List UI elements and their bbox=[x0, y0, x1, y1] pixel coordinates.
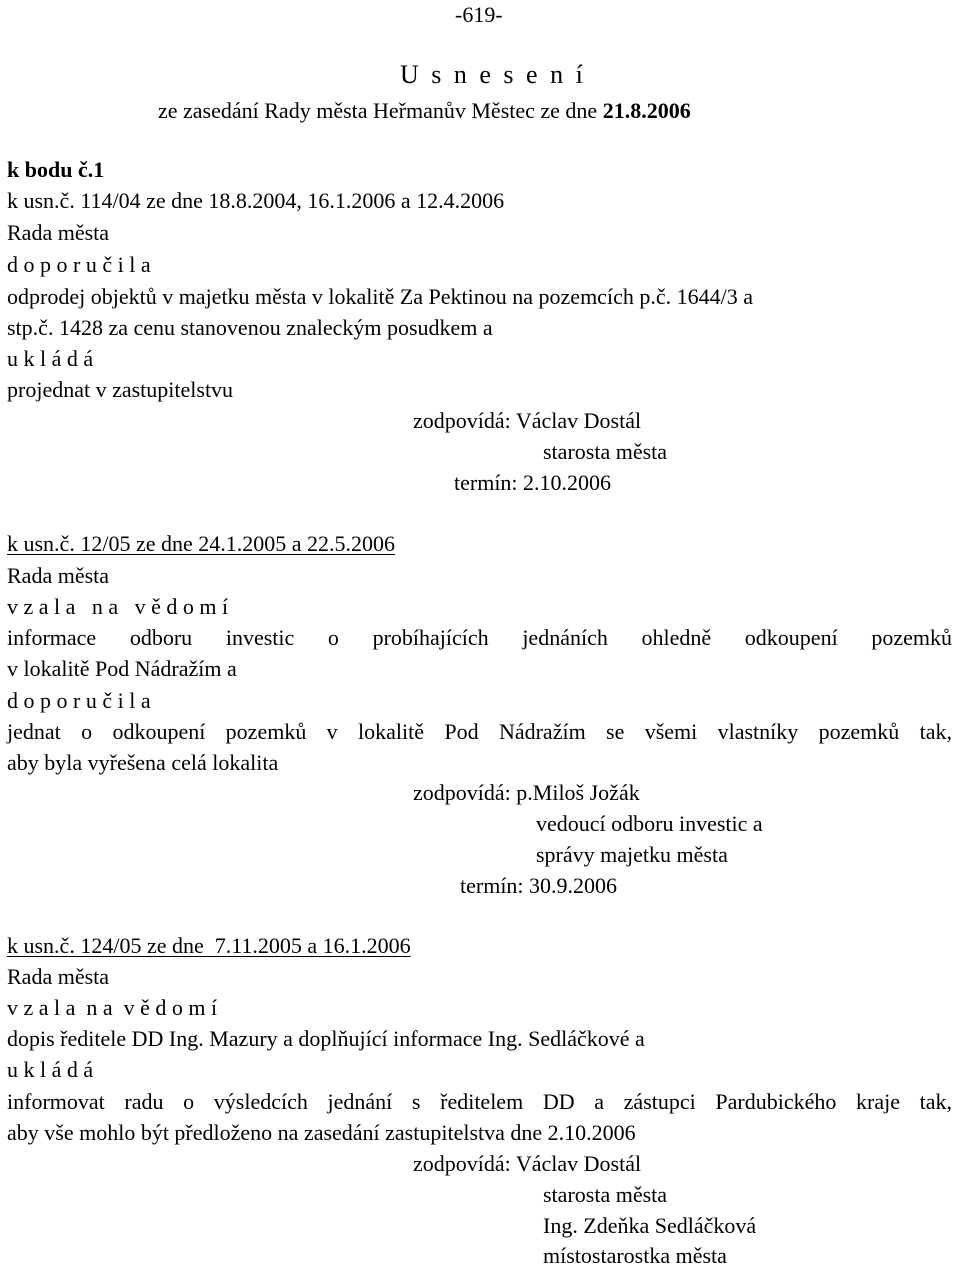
item2-verb1: v z a l a n a v ě d o m í bbox=[7, 594, 229, 619]
item2-verb2: d o p o r u č i l a bbox=[7, 688, 151, 713]
item3-ref: k usn.č. 124/05 ze dne 7.11.2005 a 16.1.2006 bbox=[7, 933, 411, 958]
item3-verb1: v z a l a n a v ě d o m í bbox=[7, 995, 218, 1020]
item1-responsible-label: zodpovídá: bbox=[413, 408, 511, 433]
item1-deadline-value: 2.10.2006 bbox=[523, 470, 612, 495]
item1-responsible-name: Václav Dostál bbox=[515, 408, 642, 433]
document-title: U s n e s e n í bbox=[400, 60, 586, 89]
item1-text1-line2: stp.č. 1428 za cenu stanovenou znaleckým posudkem a bbox=[7, 315, 493, 340]
item3-responsible-name2: Ing. Zdeňka Sedláčková bbox=[543, 1213, 757, 1238]
item2-text2-line1: jednat o odkoupení pozemků v lokalitě Pod Nádražím se všemi vlastníky pozemků tak, bbox=[7, 719, 952, 744]
item1-verb1: d o p o r u č i l a bbox=[7, 252, 151, 277]
item3-text2-line2: aby vše mohlo být předloženo na zasedání zastupitelstva dne 2.10.2006 bbox=[7, 1120, 636, 1145]
item3-responsible bbox=[413, 1149, 641, 1179]
item1-responsible bbox=[413, 406, 641, 436]
item2-text1-line2: v lokalitě Pod Nádražím a bbox=[7, 656, 237, 681]
item3-text1: dopis ředitele DD Ing. Mazury a doplňující informace Ing. Sedláčkové a bbox=[7, 1026, 645, 1051]
item3-responsible-role1: starosta města bbox=[543, 1182, 668, 1207]
item1-text2: projednat v zastupitelstvu bbox=[7, 377, 234, 402]
item2-responsible-name: p.Miloš Jožák bbox=[516, 780, 640, 805]
item2-responsible-label: zodpovídá: bbox=[413, 780, 511, 805]
item1-text1-line1: odprodej objektů v majetku města v lokalitě Za Pektinou na pozemcích p.č. 1644/3 a bbox=[7, 284, 753, 309]
item3-responsible-label: zodpovídá: bbox=[413, 1151, 511, 1176]
item1-deadline bbox=[454, 468, 611, 498]
item3-verb2: u k l á d á bbox=[7, 1057, 94, 1082]
item2-council: Rada města bbox=[7, 563, 110, 588]
item2-responsible-role-line2: správy majetku města bbox=[536, 842, 728, 867]
item1-responsible-role: starosta města bbox=[543, 439, 668, 464]
item2-responsible bbox=[413, 778, 640, 808]
document-subtitle bbox=[158, 96, 691, 126]
item2-deadline-value: 30.9.2006 bbox=[529, 873, 618, 898]
subtitle-text: ze zasedání Rady města Heřmanův Městec ze dne bbox=[158, 98, 603, 123]
item3-council: Rada města bbox=[7, 964, 110, 989]
item1-verb2: u k l á d á bbox=[7, 346, 94, 371]
item1-ref: k usn.č. 114/04 ze dne 18.8.2004, 16.1.2006 a 12.4.2006 bbox=[7, 188, 505, 213]
item3-text2-line1: informovat radu o výsledcích jednání s ředitelem DD a zástupci Pardubického kraje tak, bbox=[7, 1089, 952, 1114]
item2-text2-line2: aby byla vyřešena celá lokalita bbox=[7, 750, 279, 775]
item2-deadline bbox=[460, 871, 617, 901]
item1-council: Rada města bbox=[7, 220, 110, 245]
item2-text1-line1: informace odboru investic o probíhajících jednáních ohledně odkoupení pozemků bbox=[7, 625, 952, 650]
item3-responsible-role2: místostarostka města bbox=[543, 1243, 727, 1268]
item3-responsible-name1: Václav Dostál bbox=[515, 1151, 642, 1176]
item1-heading: k bodu č.1 bbox=[7, 157, 105, 182]
item2-responsible-role-line1: vedoucí odboru investic a bbox=[536, 811, 763, 836]
page-number: -619- bbox=[455, 2, 503, 27]
item1-deadline-label: termín: bbox=[454, 470, 518, 495]
item2-deadline-label: termín: bbox=[460, 873, 524, 898]
meeting-date: 21.8.2006 bbox=[602, 98, 691, 123]
item2-ref: k usn.č. 12/05 ze dne 24.1.2005 a 22.5.2006 bbox=[7, 531, 395, 556]
